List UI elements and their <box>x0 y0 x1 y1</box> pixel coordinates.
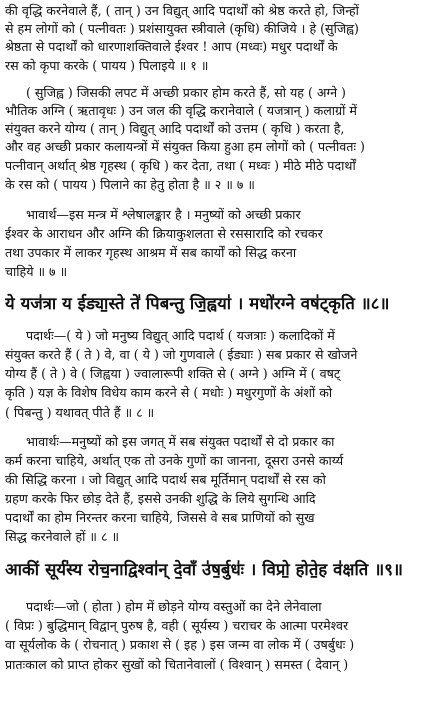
text-line: भौतिक अग्नि ( ऋतावृधः ) उन जल की वृद्धि करानेवाले ( यजत्रान् ) कलाग्रों में <box>5 103 357 118</box>
text-line: योग्य हैं ( ते ) वे ( जिह्वया ) ज्वालारूपी शक्ति से ( अग्ने ) अग्नि में ( वषट् <box>5 366 341 381</box>
text-line: कर्म करना चाहिये, अर्थात् एक तो उनके गुणों का जानना, दूसरा उनसे कार्य्य <box>5 453 344 468</box>
text-line: ( सुजिह्व ) जिसकी लपट में अच्छी प्रकार होम करते हैं, सो यह ( अग्ने ) <box>26 85 346 100</box>
text-line: के रस को ( पायय ) पिलाने का हेतु होता है ॥ २ ॥ ७ ॥ <box>5 177 255 192</box>
mantra-verse-9: आकीं सूर्य॑स्य रोच॒नाद्विश्वा॑न् दे॒वाँ उ॑ष॒र्बुधः॑ । विप्रो॒ होते॒ह व॑क्षति ॥९॥ <box>5 559 404 579</box>
text-line: प्रातःकाल को प्राप्त होकर सुखों को चितानेवालों ( विश्वान् ) समस्त ( देवान् ) <box>5 657 349 672</box>
text-line: पदार्थों का होम निरन्तर करना चाहिये, जिससे वे सब प्राणियों को सुख <box>5 510 315 525</box>
text-line: पदार्थः—जो ( होता ) होम में छोड़ने योग्य वस्तुओं का देने लेनेवाला <box>26 599 322 614</box>
text-line: भावार्थ—इस मन्त्र में श्लेषालङ्कार है । मनुष्यों को अच्छी प्रकार <box>26 207 301 222</box>
text-line: ईश्वर के आराधन और अग्नि की क्रियाकुशलता से रससारादि को रचकर <box>5 226 323 241</box>
text-line: की वृद्धि करनेवाले हैं, ( तान् ) उन विद्युत् आदि पदार्थों को श्रेष्ठ करते हो, जिन्हों <box>5 3 359 18</box>
text-line: सिद्ध करनेवाले हों ॥ ८ ॥ <box>5 529 120 544</box>
text-line: श्रेष्ठता से पदार्थों को धारणाशक्तिवाले ईश्वर ! आप (मध्वः) मधुर पदार्थों के <box>5 39 338 54</box>
text-line: पत्नीवान् अर्थात् श्रेष्ठ गृहस्थ ( कृधि ) कर देता, तथा ( मध्वः ) मीठे मीठे पदार्थों <box>5 158 356 173</box>
text-line: संयुक्त करने योग्य ( तान् ) विद्युत् आदि पदार्थों को उत्तम ( कृधि ) करता है, <box>5 121 345 136</box>
text-line: तथा उपकार में लाकर गृहस्थ आश्रम में सब कार्यों को सिद्ध करना <box>5 245 297 260</box>
text-line: रस को कृपा करके ( पायय ) पिलाइये ॥ १ ॥ <box>5 58 209 73</box>
text-line: की सिद्धि करना । जो विद्युत् आदि पदार्थ सब मूर्तिमान् पदार्थों से रस को <box>5 472 326 487</box>
text-line: कृति ) यज्ञ के विशेष विधेय काम करने से ( मधोः ) मधुरगुणों के अंशों को <box>5 385 333 400</box>
text-line: ग्रहण करके फिर छोड़ देते हैं, इससे उनकी शुद्धि के लिये सुगन्धि आदि <box>5 491 316 506</box>
text-line: चाहिये ॥ ७ ॥ <box>5 264 68 279</box>
text-line: भावार्थः—मनुष्यों को इस जगत् में सब संयुक्त पदार्थों से दो प्रकार का <box>26 434 335 449</box>
text-line: संयुक्त करते हैं ( ते ) वे, वा ( ये ) जो गुणवाले ( ईड्याः ) सब प्रकार से खोजने <box>5 347 358 362</box>
text-line: ( पिबन्तु ) यथावत् पीते हैं ॥ ८ ॥ <box>5 405 155 420</box>
text-line: पदार्थः—( ये ) जो मनुष्य विद्युत् आदि पदार्थ ( यजत्राः ) कलादिकों में <box>26 328 335 343</box>
text-line: ( विप्रः ) बुद्धिमान् विद्वान् पुरुष है, वही ( सूर्यस्य ) चराचर के आत्मा परमेश्वर <box>5 618 349 633</box>
mantra-verse-8: ये यज॑त्रा य ईड्या॒स्ते ते॑ पिबन्तु जि॒ह्वया॑ । मधो॑रग्ने वष॑ट्कृति ॥८॥ <box>5 293 390 313</box>
text-line: और वह अच्छी प्रकार कलायन्त्रों में संयुक्त किया हुआ हम लोगों को ( पत्नीवतः ) <box>5 139 365 154</box>
text-line: से हम लोगों को ( पत्नीवतः ) प्रशंसायुक्त स्त्रीवाले (कृधि) कीजिये । हे (सुजिह्व) <box>5 21 359 36</box>
text-line: वा सूर्यलोक के ( रोचनात् ) प्रकाश से ( इह ) इस जन्म वा लोक में ( उषर्बुधः ) <box>5 637 355 652</box>
